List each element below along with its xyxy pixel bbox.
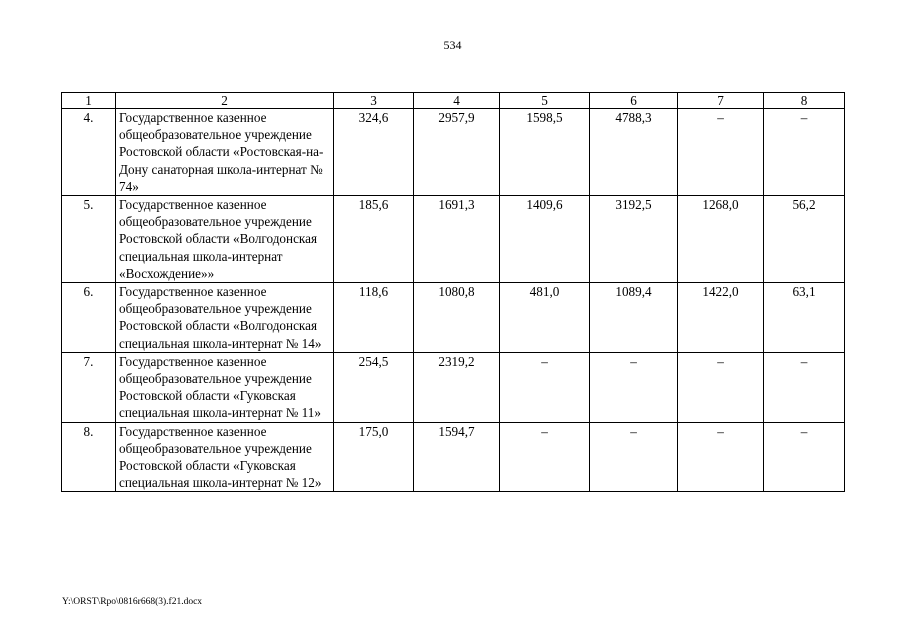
value-col-8: 56,2: [764, 196, 845, 283]
value-col-7: –: [678, 352, 764, 422]
value-col-6: 4788,3: [590, 109, 678, 196]
value-col-6: –: [590, 352, 678, 422]
row-number: 4.: [62, 109, 116, 196]
header-row: [62, 93, 845, 109]
row-number: 6.: [62, 283, 116, 353]
value-col-6: 1089,4: [590, 283, 678, 353]
value-col-8: 63,1: [764, 283, 845, 353]
value-col-3: 175,0: [334, 422, 414, 492]
value-col-3: 185,6: [334, 196, 414, 283]
value-col-5: –: [500, 422, 590, 492]
page-number: 534: [443, 38, 462, 52]
column-header-5: 5: [500, 93, 590, 109]
value-col-3: 118,6: [334, 283, 414, 353]
value-col-5: 1598,5: [500, 109, 590, 196]
value-col-4: 1080,8: [414, 283, 500, 353]
institution-name: Государственное казенное общеобразовательное учреждение Ростовской области «Гуковская специальная школа-интернат № 11»: [116, 352, 334, 422]
value-col-4: 1691,3: [414, 196, 500, 283]
column-header-2: 2: [116, 93, 334, 109]
value-col-8: –: [764, 422, 845, 492]
value-col-7: –: [678, 109, 764, 196]
table-row: [62, 352, 845, 422]
table-row: [62, 283, 845, 353]
value-col-8: –: [764, 109, 845, 196]
column-header-4: 4: [414, 93, 500, 109]
column-header-7: 7: [678, 93, 764, 109]
row-number: 8.: [62, 422, 116, 492]
value-col-5: 481,0: [500, 283, 590, 353]
data-table: [61, 92, 845, 492]
value-col-4: 2319,2: [414, 352, 500, 422]
column-header-3: 3: [334, 93, 414, 109]
value-col-5: –: [500, 352, 590, 422]
column-header-1: 1: [62, 93, 116, 109]
row-number: 7.: [62, 352, 116, 422]
institution-name: Государственное казенное общеобразовательное учреждение Ростовской области «Волгодонская специальная школа-интернат «Восхождение»»: [116, 196, 334, 283]
file-path-footer: Y:\ORST\Rpo\0816r668(3).f21.docx: [62, 597, 203, 607]
institution-name: Государственное казенное общеобразовательное учреждение Ростовской области «Волгодонская специальная школа-интернат № 14»: [116, 283, 334, 353]
table-row: [62, 196, 845, 283]
value-col-6: 3192,5: [590, 196, 678, 283]
value-col-4: 1594,7: [414, 422, 500, 492]
value-col-6: –: [590, 422, 678, 492]
column-header-6: 6: [590, 93, 678, 109]
row-number: 5.: [62, 196, 116, 283]
value-col-7: 1268,0: [678, 196, 764, 283]
value-col-8: –: [764, 352, 845, 422]
institution-name: Государственное казенное общеобразовательное учреждение Ростовской области «Гуковская специальная школа-интернат № 12»: [116, 422, 334, 492]
value-col-3: 324,6: [334, 109, 414, 196]
table-row: [62, 109, 845, 196]
value-col-4: 2957,9: [414, 109, 500, 196]
institution-name: Государственное казенное общеобразовательное учреждение Ростовской области «Ростовская-на-Дону санаторная школа-интернат № 74»: [116, 109, 334, 196]
value-col-7: –: [678, 422, 764, 492]
column-header-8: 8: [764, 93, 845, 109]
table-row: [62, 422, 845, 492]
value-col-7: 1422,0: [678, 283, 764, 353]
value-col-5: 1409,6: [500, 196, 590, 283]
value-col-3: 254,5: [334, 352, 414, 422]
